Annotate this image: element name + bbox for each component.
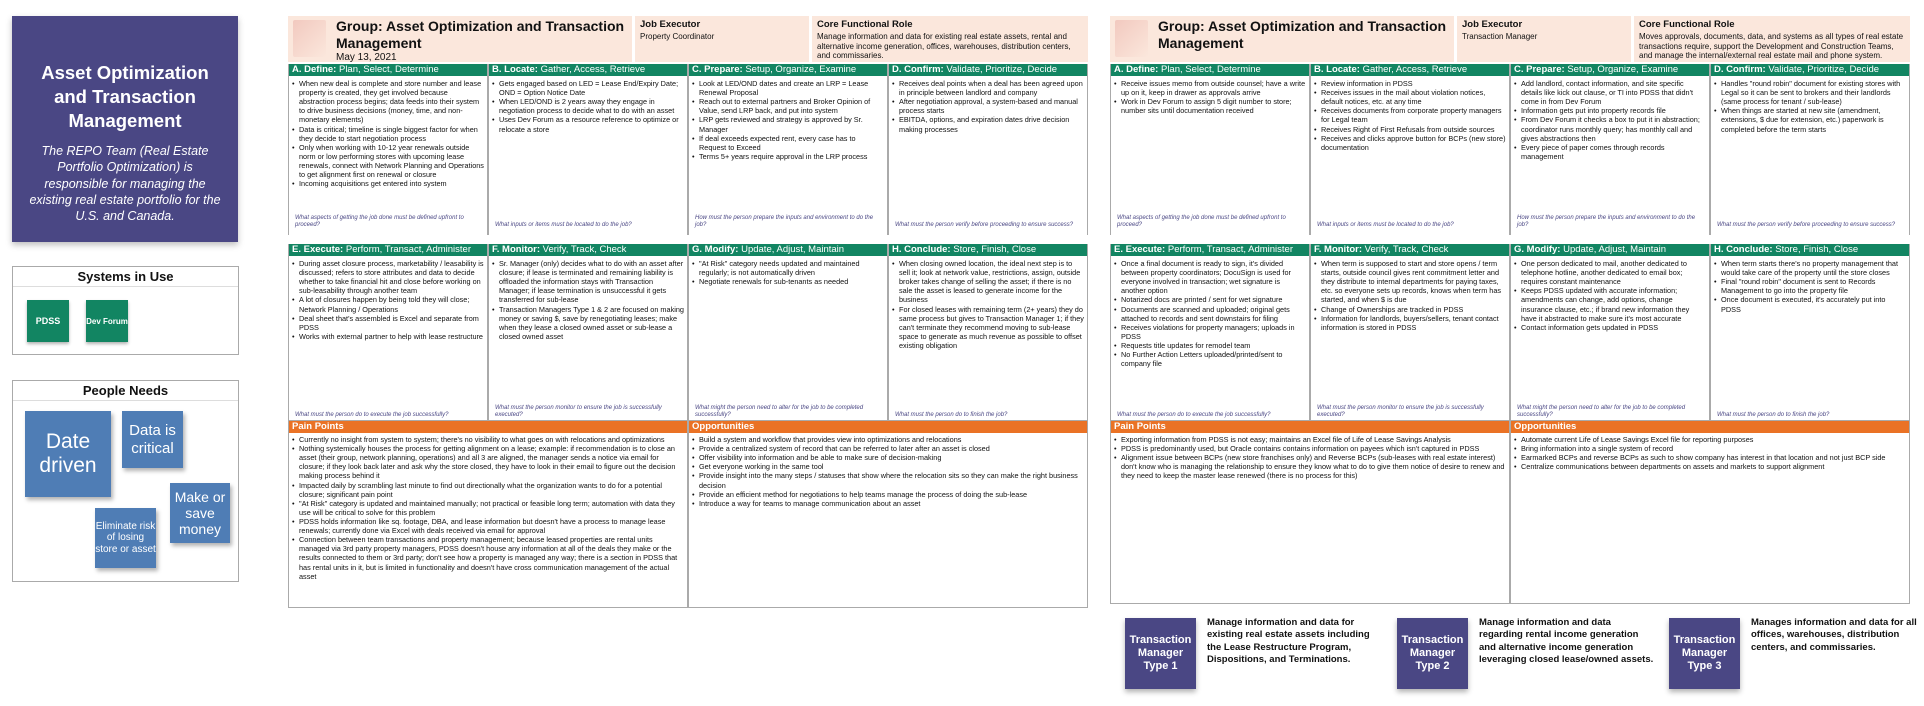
step-bullet: • Receives Right of First Refusals from outside sources [1314, 125, 1506, 134]
pain-point: • PDSS holds information like sq. footage, DBA, and lease information but doesn't have a process to manage lease renewals; currently done via Excel with deals received via email for approval [292, 517, 684, 535]
step-bullet: • When term is supposed to start and store opens / term starts, outside council gives rent commitment letter and they distribute to internal departments for paying taxes, etc. so everyone sets up records, knows when term has started, and when $ is due [1314, 259, 1506, 305]
step-bullet: • Handles "round robin" document for existing stores with Legal so it can be sent to brokers and their landlords (same process for tenant / sub-lease) [1714, 79, 1906, 106]
step-key: G. Modify: [1514, 244, 1561, 255]
step-verbs: Update, Adjust, Maintain [741, 244, 845, 255]
step-header [489, 64, 687, 76]
step-question: What aspects of getting the job done must be defined upfront to proceed? [1117, 214, 1286, 228]
step-key: E. Execute: [1114, 244, 1166, 255]
job-executor-label: Job Executor [640, 19, 701, 30]
step-key: C. Prepare: [1514, 64, 1565, 75]
step-bullet: • Once document is executed, it's accurately put into PDSS [1714, 295, 1906, 313]
step-f [488, 244, 688, 425]
core-role-box [1634, 16, 1910, 62]
step-question: What must the person monitor to ensure the job is successfully executed? [495, 404, 662, 418]
step-list [1111, 256, 1309, 368]
step-bullet: • Notarized docs are printed / sent for wet signature [1114, 295, 1306, 304]
step-key: A. Define: [292, 64, 337, 75]
transaction-manager-desc: Manages information and data for all offices, warehouses, distribution centers, and commissaries. [1751, 617, 1917, 653]
avatar [293, 20, 326, 57]
step-bullet: • After negotiation approval, a system-based and manual process starts [892, 97, 1084, 115]
people-needs-title: People Needs [13, 381, 238, 401]
opportunities-list [1511, 433, 1909, 473]
step-bullet: • Receives violations for property managers; uploads in PDSS [1114, 323, 1306, 341]
opportunities-header: Opportunities [1511, 421, 1909, 433]
board-title-box [1110, 16, 1454, 62]
step-verbs: Validate, Prioritize, Decide [1768, 64, 1880, 75]
step-question: What aspects of getting the job done must be defined upfront to proceed? [295, 214, 464, 228]
step-verbs: Perform, Transact, Administer [345, 244, 471, 255]
step-key: D. Confirm: [1714, 64, 1766, 75]
step-list [289, 76, 487, 188]
step-list [1311, 76, 1509, 152]
step-bullet: • Look at LED/OND dates and create an LRP = Lease Renewal Proposal [692, 79, 884, 97]
step-verbs: Verify, Track, Check [542, 244, 627, 255]
step-bullet: • Incoming acquisitions get entered into system [292, 179, 484, 188]
step-bullet: • When LED/OND is 2 years away they engage in negotiation process to decide what to do with an asset [492, 97, 684, 115]
step-bullet: • Add landlord, contact information, and site specific details like kick out clause, or TI into PDSS that didn't come in from Dev Forum [1514, 79, 1706, 106]
step-bullet: • Receives and clicks approve button for BCPs (new store) documentation [1314, 134, 1506, 152]
step-bullet: • Reach out to external partners and Broker Opinion of Value, send LRP back, and put into system [692, 97, 884, 115]
step-key: C. Prepare: [692, 64, 743, 75]
opportunity: • Provide an efficient method for negotiations to help teams manage the process of doing the sub-lease [692, 490, 1084, 499]
transaction-manager-type-2: Transaction Manager Type 2 [1397, 618, 1468, 689]
opportunities-box [688, 420, 1088, 608]
step-verbs: Update, Adjust, Maintain [1563, 244, 1667, 255]
group-title: Group: Asset Optimization and Transaction Management [336, 18, 625, 51]
note-date-driven: Date driven [25, 411, 111, 497]
step-d [888, 64, 1088, 235]
step-list [1511, 256, 1709, 332]
step-header [689, 244, 887, 256]
step-bullet: • One person dedicated to mail, another dedicated to telephone hotline, another dedicated to email box; requires constant maintenance [1514, 259, 1706, 286]
step-h [1710, 244, 1910, 425]
step-bullet: • Terms 5+ years require approval in the LRP process [692, 152, 884, 161]
step-bullet: • Receives documents from corporate property managers for Legal team [1314, 106, 1506, 124]
pain-points-header: Pain Points [289, 421, 687, 433]
step-bullet: • Works with external partner to help with lease restructure [292, 332, 484, 341]
pain-points-list [289, 433, 687, 583]
step-list [1111, 76, 1309, 115]
step-question: What must the person do to finish the job? [1717, 411, 1830, 418]
step-list [1311, 256, 1509, 332]
step-bullet: • Gets engaged based on LED = Lease End/Expiry Date; OND = Option Notice Date [492, 79, 684, 97]
systems-title: Systems in Use [13, 267, 238, 287]
opportunity: • Provide insight into the many steps / statuses that show where the relocation sits so they can make the right business decision [692, 471, 1084, 489]
step-bullet: • Uses Dev Forum as a resource reference to optimize or relocate a store [492, 115, 684, 133]
step-key: F. Monitor: [492, 244, 541, 255]
step-e [288, 244, 488, 425]
step-question: What might the person need to alter for the job to be completed successfully? [695, 404, 864, 418]
step-f [1310, 244, 1510, 425]
pain-point: • Connection between team transactions and property management; because leased properties are rental units managed via 3rd party property managers, PDSS doesn't house any information at all of the deals they make or the results connected to them or 3rd party; don't see how a property is managed any way; there is a section in PDSS that has rental units in it, but is limited in functionality and doesn't have cross communication management of the actual asset [292, 535, 684, 581]
pain-point: • Currently no insight from system to system; there's no visibility to what goes on with relocations and optimizations [292, 435, 684, 444]
transaction-manager-desc: Manage information and data regarding rental income generation and alternative income generation leveraging closed lease/owned assets. [1479, 617, 1654, 666]
step-verbs: Verify, Track, Check [1364, 244, 1449, 255]
hero-title: Asset Optimization and Transaction Management [41, 62, 209, 132]
step-header [289, 244, 487, 256]
step-list [1711, 256, 1909, 314]
job-executor-box [1457, 16, 1631, 62]
step-bullet: • Data is critical; timeline is single biggest factor for when they decide to start negotiation process [292, 125, 484, 143]
step-question: What must the person do to execute the job successfully? [295, 411, 449, 418]
step-bullet: • Deal sheet that's assembled is Excel and separate from PDSS [292, 314, 484, 332]
opportunity: • Offer visibility into information and be able to make sure of decision-making [692, 453, 1084, 462]
step-list [889, 256, 1087, 350]
step-key: H. Conclude: [1714, 244, 1773, 255]
step-verbs: Store, Finish, Close [953, 244, 1037, 255]
opportunity: • Get everyone working in the same tool [692, 462, 1084, 471]
step-bullet: • Final "round robin" document is sent to Records Management to go into the property file [1714, 277, 1906, 295]
step-bullet: • Receive issues memo from outside counsel; have a write up on it, keep in drawer as approvals arrive [1114, 79, 1306, 97]
step-bullet: • For closed leases with remaining term (2+ years) they do same process but gives to Transaction Manager 1; if they can't terminate they recommend moving to sub-lease space to generate as much revenue as possible to offset existing obligation [892, 305, 1084, 351]
pain-point: • Exporting information from PDSS is not easy; maintains an Excel file of Life of Lease Savings Analysis [1114, 435, 1506, 444]
step-bullet: • Only when working with 10-12 year renewals outside norm or low performing stores with upcoming lease renewals, connect with Network Planning and Operations to get alignment first on renewal or closure [292, 143, 484, 179]
pain-point: • Nothing systemically houses the process for getting alignment on a lease; example: if recommendation is to close an asset (their group, network planning, operations) and all 3 are aligned, the manager sends a notice via email for closure; if they look back later and ask why the store closed, they have to look in their email to figure out the decision making process behind it [292, 444, 684, 480]
step-verbs: Setup, Organize, Examine [745, 64, 857, 75]
step-bullet: • When closing owned location, the ideal next step is to sell it; look at network value, restrictions, assign, outside broker takes change of selling the asset; if there is no sale the asset is leased to generate income for the business [892, 259, 1084, 305]
pain-point: • Impacted daily by scrambling last minute to find out directionally what the organization wants to do for a potential closure; significant pain point [292, 481, 684, 499]
opportunities-header: Opportunities [689, 421, 1087, 433]
step-bullet: • From Dev Forum it checks a box to put it in abstraction; coordinator runs monthly query; has monthly call and gives abstractions then [1514, 115, 1706, 142]
step-header [889, 244, 1087, 256]
step-c [1510, 64, 1710, 235]
step-b [488, 64, 688, 235]
core-role-value: Moves approvals, documents, data, and systems as all types of real estate transactions require, support the Development and Construction Teams, and manage the internal/external real estate mail and phone system. [1639, 32, 1904, 61]
step-bullet: • Negotiate renewals for sub-tenants as needed [692, 277, 884, 286]
step-list [289, 256, 487, 341]
board-title-box [288, 16, 632, 62]
step-question: What might the person need to alter for the job to be completed successfully? [1517, 404, 1686, 418]
step-question: How must the person prepare the inputs and environment to do the job? [1517, 214, 1696, 228]
step-bullet: • Requests title updates for remodel team [1114, 341, 1306, 350]
step-header [1111, 64, 1309, 76]
step-verbs: Plan, Select, Determine [338, 64, 439, 75]
step-key: F. Monitor: [1314, 244, 1363, 255]
step-header [689, 64, 887, 76]
step-verbs: Validate, Prioritize, Decide [946, 64, 1058, 75]
step-bullet: • Receives issues in the mail about violation notices, default notices, etc. at any time [1314, 88, 1506, 106]
step-verbs: Gather, Access, Retrieve [1362, 64, 1468, 75]
hero-card [12, 16, 238, 242]
step-question: How must the person prepare the inputs and environment to do the job? [695, 214, 874, 228]
pain-point: • Alignment issue between BCPs (new store franchises only) and Reverse BCPs (sub-leases with real estate interest) don't know who is managing the relationship to ensure they know what to do to give them notice of desire to renew and they need to keep the master lease renewed (there is no process for this) [1114, 453, 1506, 480]
group-title: Group: Asset Optimization and Transaction Management [1158, 18, 1447, 51]
step-h [888, 244, 1088, 425]
pain-points-box [288, 420, 688, 608]
step-a [1110, 64, 1310, 235]
board-2 [1110, 16, 1910, 612]
system-dev-forum: Dev Forum [86, 300, 128, 342]
step-g [1510, 244, 1710, 425]
step-g [688, 244, 888, 425]
transaction-manager-type-3: Transaction Manager Type 3 [1669, 618, 1740, 689]
step-bullet: • No Further Action Letters uploaded/printed/sent to company file [1114, 350, 1306, 368]
step-verbs: Gather, Access, Retrieve [540, 64, 646, 75]
opportunities-box [1510, 420, 1910, 604]
pain-point: • PDSS is predominantly used, but Oracle contains contains information on payees which isn't captured in PDSS [1114, 444, 1506, 453]
step-e [1110, 244, 1310, 425]
step-bullet: • Work in Dev Forum to assign 5 digit number to store; number sits until documentation received [1114, 97, 1306, 115]
step-question: What inputs or items must be located to do the job? [1317, 221, 1454, 228]
step-bullet: • When things are started at new site (amendment, extensions, $ due for extension, etc.) paperwork is completed before the term starts [1714, 106, 1906, 133]
step-key: B. Locate: [492, 64, 538, 75]
step-bullet: • Information for landlords, buyers/sellers, tenant contact information is stored in PDSS [1314, 314, 1506, 332]
step-question: What must the person monitor to ensure the job is successfully executed? [1317, 404, 1484, 418]
step-bullet: • Documents are scanned and uploaded; original gets attached to records and sent downstairs for filing [1114, 305, 1306, 323]
step-bullet: • Review information in PDSS [1314, 79, 1506, 88]
step-verbs: Perform, Transact, Administer [1167, 244, 1293, 255]
step-header [1511, 244, 1709, 256]
job-executor-label: Job Executor [1462, 19, 1523, 30]
note-eliminate-risk: Eliminate risk of losing store or asset [95, 508, 156, 568]
step-list [489, 256, 687, 341]
step-key: E. Execute: [292, 244, 344, 255]
opportunity: • Bring information into a single system of record [1514, 444, 1906, 453]
step-list [689, 256, 887, 286]
note-make-save-money: Make or save money [170, 483, 230, 543]
step-bullet: • "At Risk" category needs updated and maintained regularly; is not automatically driven [692, 259, 884, 277]
step-list [489, 76, 687, 134]
step-list [1711, 76, 1909, 134]
people-needs-panel [12, 380, 239, 582]
step-verbs: Plan, Select, Determine [1160, 64, 1261, 75]
step-question: What must the person do to finish the job? [895, 411, 1008, 418]
transaction-manager-desc: Manage information and data for existing real estate assets including the Lease Restructure Program, Dispositions, and Terminations. [1207, 617, 1370, 666]
step-bullet: • If deal exceeds expected rent, every case has to Request to Exceed [692, 134, 884, 152]
core-role-label: Core Functional Role [817, 19, 913, 30]
step-list [889, 76, 1087, 134]
step-key: D. Confirm: [892, 64, 944, 75]
step-bullet: • Keeps PDSS updated with accurate information; amendments can change, add options, change insurance clause, etc.; if brand new information they have it abstracted to make sure it's most accurate [1514, 286, 1706, 322]
step-verbs: Setup, Organize, Examine [1567, 64, 1679, 75]
step-bullet: • A lot of closures happen by being told they will close; Network Planning / Operations [292, 295, 484, 313]
step-key: G. Modify: [692, 244, 739, 255]
step-bullet: • EBITDA, options, and expiration dates drive decision making processes [892, 115, 1084, 133]
step-header [289, 64, 487, 76]
group-date: May 13, 2021 [336, 52, 397, 63]
note-data-critical: Data is critical [122, 411, 183, 468]
step-header [1311, 244, 1509, 256]
board-1 [288, 16, 1088, 612]
transaction-manager-type-1: Transaction Manager Type 1 [1125, 618, 1196, 689]
opportunity: • Introduce a way for teams to manage communication about an asset [692, 499, 1084, 508]
step-question: What must the person verify before proceeding to ensure success? [895, 221, 1074, 228]
hero-subtitle: The REPO Team (Real Estate Portfolio Optimization) is responsible for managing the existing real estate portfolio for the U.S. and Canada. [29, 144, 221, 224]
step-bullet: • Information gets put into property records file [1514, 106, 1706, 115]
core-role-label: Core Functional Role [1639, 19, 1735, 30]
opportunities-list [689, 433, 1087, 510]
step-bullet: • LRP gets reviewed and strategy is approved by Sr. Manager [692, 115, 884, 133]
step-bullet: • Transaction Managers Type 1 & 2 are focused on making money or saving $, save by renegotiating leases; make when they lease a closed owned asset or sub-lease a closed owned asset [492, 305, 684, 341]
step-key: H. Conclude: [892, 244, 951, 255]
step-bullet: • Every piece of paper comes through records management [1514, 143, 1706, 161]
step-question: What inputs or items must be located to do the job? [495, 221, 632, 228]
opportunity: • Earmarked BCPs and reverse BCPs as such to show company has interest in that location and not just BCP side [1514, 453, 1906, 462]
step-question: What must the person do to execute the job successfully? [1117, 411, 1271, 418]
step-verbs: Store, Finish, Close [1775, 244, 1859, 255]
step-d [1710, 64, 1910, 235]
step-c [688, 64, 888, 235]
step-bullet: • Sr. Manager (only) decides what to do with an asset after closure; if lease is terminated and remaining liability is offloaded the information stays with Transaction Manager; if lease termination is unsuccessful it gets transferred for sub-lease [492, 259, 684, 305]
systems-panel [12, 266, 239, 355]
step-bullet: • When term starts there's no property management that would take care of the property until the store closes [1714, 259, 1906, 277]
step-key: B. Locate: [1314, 64, 1360, 75]
step-question: What must the person verify before proceeding to ensure success? [1717, 221, 1896, 228]
step-list [689, 76, 887, 161]
step-bullet: • During asset closure process, marketability / leasability is discussed; refers to store attributes and data to decide whether to take financial hit and close before working on sub-leasability through another team [292, 259, 484, 295]
step-header [1511, 64, 1709, 76]
opportunity: • Automate current Life of Lease Savings Excel file for reporting purposes [1514, 435, 1906, 444]
step-header [1711, 64, 1909, 76]
pain-point: • "At Risk" category is updated and maintained manually; not practical or feasible long term; automation with data they use will be critical to solve for this problem [292, 499, 684, 517]
step-bullet: • Contact information gets updated in PDSS [1514, 323, 1706, 332]
step-b [1310, 64, 1510, 235]
core-role-box [812, 16, 1088, 62]
step-bullet: • Change of Ownerships are tracked in PDSS [1314, 305, 1506, 314]
job-executor-value: Transaction Manager [1462, 32, 1538, 41]
job-executor-value: Property Coordinator [640, 32, 715, 41]
core-role-value: Manage information and data for existing real estate assets, rental and alternative income generation, offices, warehouses, distribution centers, and commissaries. [817, 32, 1071, 61]
pain-points-box [1110, 420, 1510, 604]
step-bullet: • Receives deal points when a deal has been agreed upon in principle between landlord and company [892, 79, 1084, 97]
step-a [288, 64, 488, 235]
avatar [1115, 20, 1148, 57]
step-key: A. Define: [1114, 64, 1159, 75]
system-pdss: PDSS [27, 300, 69, 342]
opportunity: • Build a system and workflow that provides view into optimizations and relocations [692, 435, 1084, 444]
pain-points-list [1111, 433, 1509, 483]
step-header [1111, 244, 1309, 256]
step-bullet: • When new deal is complete and store number and lease property is created, they get involved because abstraction process begins; data feeds into their system to drive business decisions (money, time, and non-monetary elements) [292, 79, 484, 125]
step-list [1511, 76, 1709, 161]
step-header [889, 64, 1087, 76]
pain-points-header: Pain Points [1111, 421, 1509, 433]
step-header [1311, 64, 1509, 76]
opportunity: • Provide a centralized system of record that can be referred to later after an asset is closed [692, 444, 1084, 453]
job-executor-box [635, 16, 809, 62]
step-header [489, 244, 687, 256]
step-header [1711, 244, 1909, 256]
opportunity: • Centralize communications between departments on assets and markets to support alignment [1514, 462, 1906, 471]
step-bullet: • Once a final document is ready to sign, it's divided between property coordinators; DocuSign is used for everyone involved in transaction; wet signature is another option [1114, 259, 1306, 295]
